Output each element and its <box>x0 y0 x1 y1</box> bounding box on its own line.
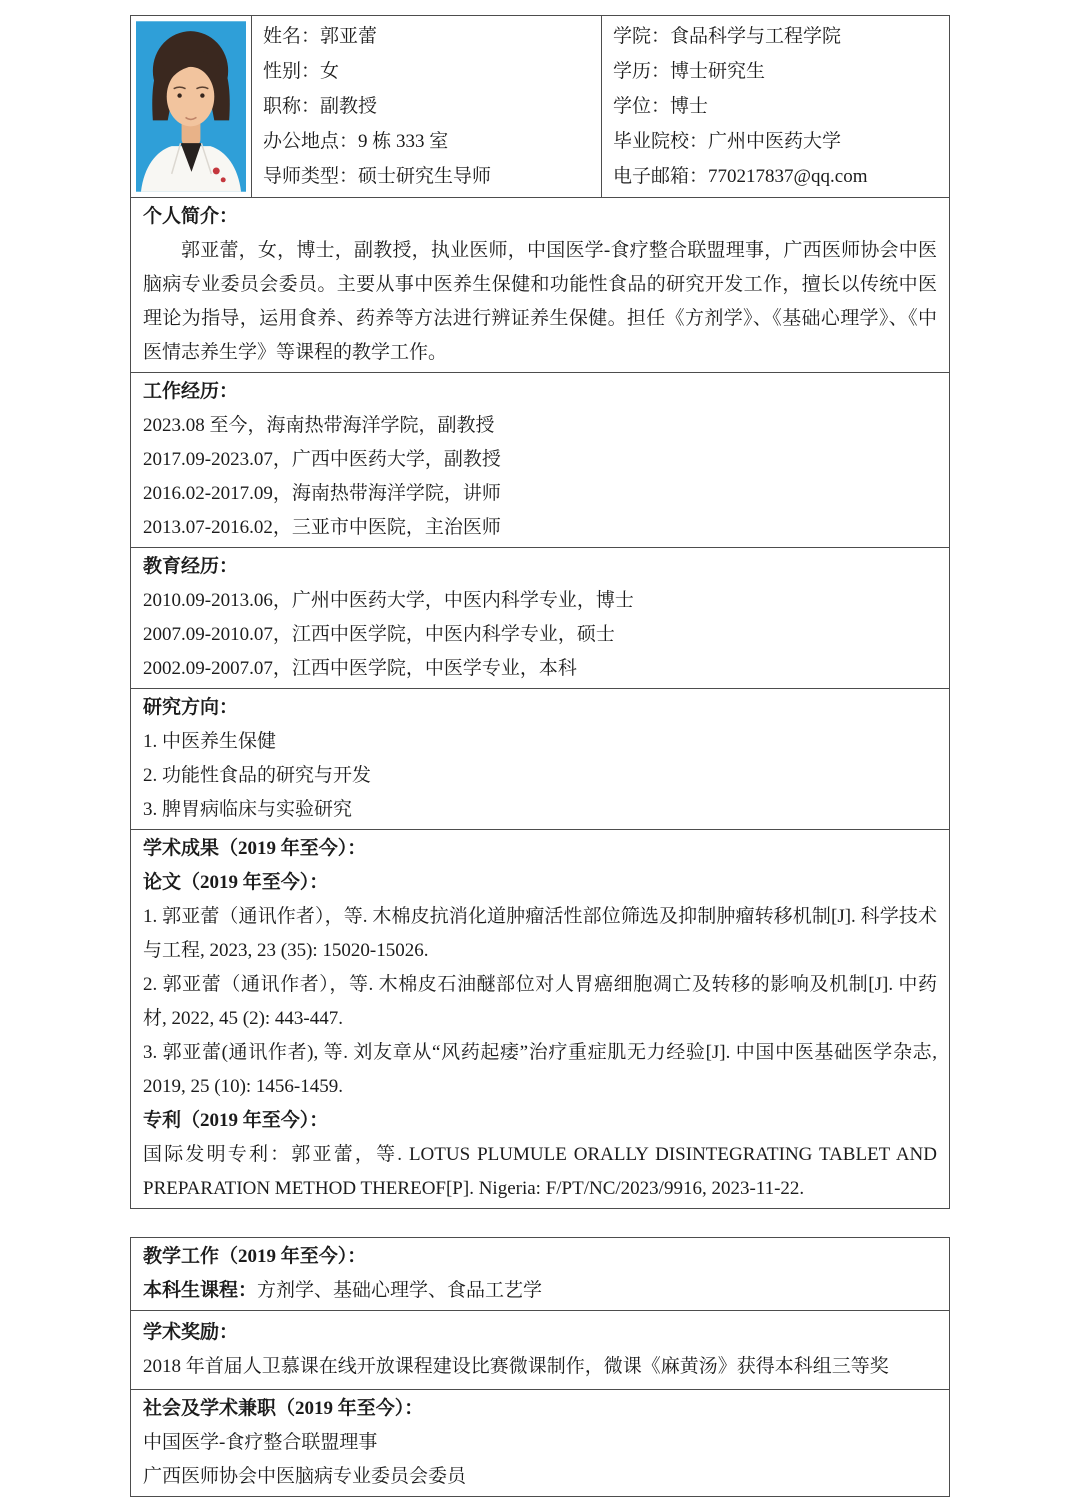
education-level-value: 博士研究生 <box>670 60 766 82</box>
title-field <box>263 90 593 124</box>
profile-academic-info-column <box>602 16 949 197</box>
work-history-item: 2023.08 至今，海南热带海洋学院，副教授 <box>143 415 495 436</box>
degree-value: 博士 <box>670 95 709 117</box>
college-field <box>613 20 941 54</box>
profile-header-row <box>131 16 949 198</box>
email-label: 电子邮箱： <box>613 165 709 187</box>
award-item: 2018 年首届人卫慕课在线开放课程建设比赛微课制作，微课《麻黄汤》获得本科组三等奖 <box>143 1356 889 1377</box>
section-personal-intro <box>131 198 949 372</box>
undergraduate-courses-value: 方剂学、基础心理学、食品工艺学 <box>257 1280 543 1301</box>
work-history-item: 2017.09-2023.07，广西中医药大学，副教授 <box>143 449 501 470</box>
research-directions-heading: 研究方向： <box>143 697 239 718</box>
education-level-field <box>613 55 941 89</box>
gender-value: 女 <box>320 60 340 82</box>
profile-table <box>130 15 950 1209</box>
personal-intro-paragraph: 郭亚蕾，女，博士，副教授，执业医师，中国医学-食疗整合联盟理事，广西医师协会中医脑病专业委员会委员。主要从事中医养生保健和功能性食品的研究开发工作，擅长以传统中医理论为指导，运用食养、药养等方法进行辨证养生保健。担任《方剂学》、《基础心理学》、《中医情志养生学》等课程的教学工作。 <box>143 240 937 363</box>
memberships-heading: 社会及学术兼职（2019 年至今）： <box>143 1398 424 1419</box>
college-value: 食品科学与工程学院 <box>670 25 842 47</box>
title-value: 副教授 <box>320 95 378 117</box>
gender-field <box>263 55 593 89</box>
alma-mater-value: 广州中医药大学 <box>708 130 842 152</box>
personal-intro-heading: 个人简介： <box>143 206 239 227</box>
membership-item: 中国医学-食疗整合联盟理事 <box>143 1432 378 1453</box>
section-academic-awards <box>131 1310 949 1389</box>
office-value: 9 栋 333 室 <box>358 130 449 152</box>
patent-item: 国际发明专利：郭亚蕾，等. LOTUS PLUMULE ORALLY DISINTEGRATING TABLET AND PREPARATION METHOD THEREOF[P]. Nigeria: F/PT/NC/2023/9916, 2023-11-22. <box>143 1144 937 1199</box>
name-field <box>263 20 593 54</box>
email-value: 770217837@qq.com <box>708 165 868 187</box>
paper-item: 1. 郭亚蕾（通讯作者），等. 木棉皮抗消化道肿瘤活性部位筛选及抑制肿瘤转移机制[J]. 科学技术与工程, 2023, 23 (35): 15020-15026. <box>143 906 937 961</box>
academic-achievements-heading: 学术成果（2019 年至今）： <box>143 838 367 859</box>
gender-label: 性别： <box>263 60 321 82</box>
staff-id-photo <box>136 21 246 192</box>
work-history-item: 2013.07-2016.02，三亚市中医院，主治医师 <box>143 517 501 538</box>
section-research-directions <box>131 688 949 829</box>
email-field <box>613 160 941 194</box>
academic-awards-heading: 学术奖励： <box>143 1322 239 1343</box>
office-field <box>263 125 593 159</box>
education-history-heading: 教育经历： <box>143 556 239 577</box>
profile-basic-info-column <box>252 16 602 197</box>
supervisor-type-value: 硕士研究生导师 <box>358 165 492 187</box>
name-value: 郭亚蕾 <box>320 25 378 47</box>
paper-item: 3. 郭亚蕾(通讯作者), 等. 刘友章从“风药起痿”治疗重症肌无力经验[J]. 中国中医基础医学杂志, 2019, 25 (10): 1456-1459. <box>143 1042 937 1097</box>
supervisor-type-label: 导师类型： <box>263 165 359 187</box>
papers-heading: 论文（2019 年至今）： <box>143 872 329 893</box>
section-education-history <box>131 547 949 688</box>
teaching-work-heading: 教学工作（2019 年至今）： <box>143 1246 367 1267</box>
education-history-item: 2010.09-2013.06，广州中医药大学，中医内科学专业，博士 <box>143 590 634 611</box>
degree-label: 学位： <box>613 95 671 117</box>
alma-mater-field <box>613 125 941 159</box>
research-direction-item: 2. 功能性食品的研究与开发 <box>143 765 372 786</box>
patents-heading: 专利（2019 年至今）： <box>143 1110 329 1131</box>
work-history-item: 2016.02-2017.09，海南热带海洋学院，讲师 <box>143 483 501 504</box>
portrait-illustration <box>136 21 246 192</box>
section-teaching-work <box>131 1238 949 1310</box>
undergraduate-courses-line <box>143 1274 937 1308</box>
section-work-history <box>131 372 949 547</box>
undergraduate-courses-label: 本科生课程： <box>143 1280 258 1301</box>
section-academic-achievements <box>131 829 949 1208</box>
photo-cell <box>131 16 252 197</box>
title-label: 职称： <box>263 95 321 117</box>
research-direction-item: 1. 中医养生保健 <box>143 731 277 752</box>
alma-mater-label: 毕业院校： <box>613 130 709 152</box>
paper-item: 2. 郭亚蕾（通讯作者），等. 木棉皮石油醚部位对人胃癌细胞凋亡及转移的影响及机制[J]. 中药材, 2022, 45 (2): 443-447. <box>143 974 937 1029</box>
membership-item: 广西医师协会中医脑病专业委员会委员 <box>143 1466 467 1487</box>
research-direction-item: 3. 脾胃病临床与实验研究 <box>143 799 353 820</box>
degree-field <box>613 90 941 124</box>
education-history-item: 2002.09-2007.07，江西中医学院，中医学专业，本科 <box>143 658 577 679</box>
name-label: 姓名： <box>263 25 321 47</box>
work-history-heading: 工作经历： <box>143 381 239 402</box>
education-level-label: 学历： <box>613 60 671 82</box>
supervisor-type-field <box>263 160 593 194</box>
education-history-item: 2007.09-2010.07，江西中医学院，中医内科学专业，硕士 <box>143 624 615 645</box>
section-memberships <box>131 1389 949 1496</box>
college-label: 学院： <box>613 25 671 47</box>
office-label: 办公地点： <box>263 130 359 152</box>
teaching-awards-table <box>130 1237 950 1497</box>
